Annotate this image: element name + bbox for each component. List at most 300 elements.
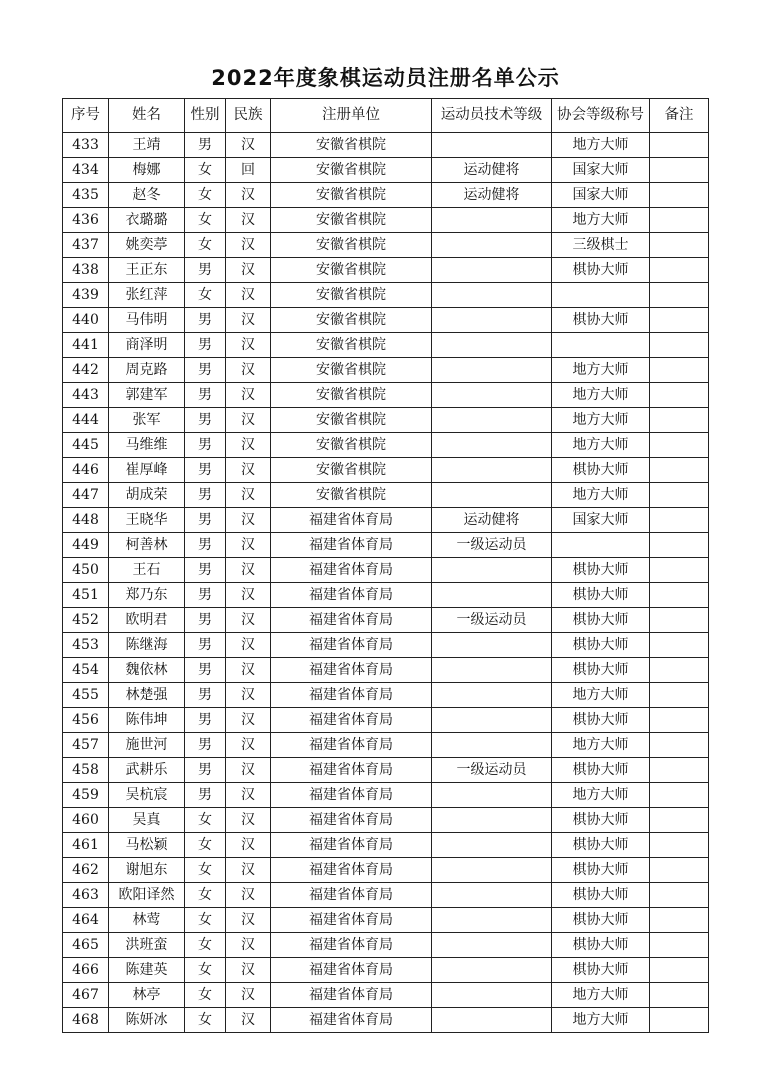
ethnicity-cell: 汉: [226, 383, 271, 408]
gender-cell: 女: [185, 1008, 226, 1033]
unit-cell: 安徽省棋院: [271, 408, 432, 433]
remarks-cell: [650, 308, 709, 333]
index-cell: 466: [63, 958, 109, 983]
association-title-cell: 棋协大师: [552, 608, 650, 633]
table-row: [63, 208, 709, 233]
association-title-cell: 地方大师: [552, 483, 650, 508]
ethnicity-cell: 汉: [226, 458, 271, 483]
table-row: [63, 633, 709, 658]
unit-cell: 安徽省棋院: [271, 158, 432, 183]
gender-cell: 男: [185, 508, 226, 533]
gender-cell: 女: [185, 933, 226, 958]
ethnicity-cell: 汉: [226, 408, 271, 433]
gender-cell: 女: [185, 808, 226, 833]
name-cell: 柯善林: [109, 533, 185, 558]
remarks-cell: [650, 658, 709, 683]
tech-level-cell: [432, 483, 552, 508]
unit-cell: 安徽省棋院: [271, 333, 432, 358]
table-row: [63, 908, 709, 933]
unit-cell: 福建省体育局: [271, 883, 432, 908]
tech-level-cell: [432, 883, 552, 908]
gender-cell: 男: [185, 633, 226, 658]
remarks-cell: [650, 483, 709, 508]
table-row: [63, 483, 709, 508]
ethnicity-cell: 汉: [226, 883, 271, 908]
name-cell: 林楚强: [109, 683, 185, 708]
name-cell: 林莺: [109, 908, 185, 933]
association-title-cell: 棋协大师: [552, 258, 650, 283]
table-row: [63, 683, 709, 708]
index-cell: 442: [63, 358, 109, 383]
unit-cell: 福建省体育局: [271, 533, 432, 558]
index-cell: 465: [63, 933, 109, 958]
unit-cell: 福建省体育局: [271, 708, 432, 733]
unit-cell: 福建省体育局: [271, 683, 432, 708]
table-row: [63, 583, 709, 608]
index-cell: 440: [63, 308, 109, 333]
name-cell: 陈继海: [109, 633, 185, 658]
ethnicity-cell: 汉: [226, 608, 271, 633]
remarks-cell: [650, 208, 709, 233]
index-cell: 438: [63, 258, 109, 283]
name-cell: 王石: [109, 558, 185, 583]
ethnicity-cell: 汉: [226, 958, 271, 983]
association-title-cell: 棋协大师: [552, 833, 650, 858]
tech-level-cell: [432, 633, 552, 658]
remarks-cell: [650, 233, 709, 258]
name-cell: 马伟明: [109, 308, 185, 333]
unit-cell: 福建省体育局: [271, 958, 432, 983]
index-cell: 453: [63, 633, 109, 658]
index-cell: 452: [63, 608, 109, 633]
gender-cell: 男: [185, 658, 226, 683]
association-title-cell: 棋协大师: [552, 583, 650, 608]
remarks-cell: [650, 933, 709, 958]
gender-cell: 女: [185, 958, 226, 983]
ethnicity-cell: 汉: [226, 508, 271, 533]
ethnicity-cell: 汉: [226, 283, 271, 308]
tech-level-cell: [432, 558, 552, 583]
tech-level-cell: [432, 233, 552, 258]
ethnicity-cell: 汉: [226, 433, 271, 458]
association-title-cell: 国家大师: [552, 158, 650, 183]
remarks-cell: [650, 708, 709, 733]
gender-cell: 女: [185, 833, 226, 858]
unit-cell: 福建省体育局: [271, 758, 432, 783]
registration-table: [62, 98, 709, 1033]
table-row: [63, 408, 709, 433]
gender-cell: 女: [185, 883, 226, 908]
ethnicity-cell: 汉: [226, 708, 271, 733]
unit-cell: 安徽省棋院: [271, 133, 432, 158]
index-cell: 434: [63, 158, 109, 183]
remarks-cell: [650, 533, 709, 558]
gender-cell: 女: [185, 908, 226, 933]
gender-cell: 女: [185, 183, 226, 208]
table-header: [63, 99, 709, 133]
table-row: [63, 883, 709, 908]
association-title-cell: 棋协大师: [552, 933, 650, 958]
tech-level-cell: [432, 258, 552, 283]
association-title-cell: 棋协大师: [552, 558, 650, 583]
table-row: [63, 433, 709, 458]
table-row: [63, 258, 709, 283]
index-cell: 433: [63, 133, 109, 158]
remarks-cell: [650, 833, 709, 858]
unit-cell: 福建省体育局: [271, 1008, 432, 1033]
index-cell: 449: [63, 533, 109, 558]
tech-level-cell: [432, 308, 552, 333]
gender-cell: 女: [185, 983, 226, 1008]
ethnicity-cell: 汉: [226, 683, 271, 708]
unit-cell: 福建省体育局: [271, 558, 432, 583]
association-title-cell: 地方大师: [552, 1008, 650, 1033]
index-cell: 461: [63, 833, 109, 858]
gender-cell: 男: [185, 783, 226, 808]
tech-level-cell: [432, 583, 552, 608]
index-cell: 460: [63, 808, 109, 833]
tech-level-cell: [432, 908, 552, 933]
unit-cell: 安徽省棋院: [271, 358, 432, 383]
gender-cell: 男: [185, 433, 226, 458]
association-title-cell: 地方大师: [552, 208, 650, 233]
name-cell: 魏依林: [109, 658, 185, 683]
association-title-cell: 地方大师: [552, 783, 650, 808]
ethnicity-cell: 汉: [226, 758, 271, 783]
ethnicity-cell: 汉: [226, 333, 271, 358]
tech-level-cell: 运动健将: [432, 183, 552, 208]
header-col-tech-level: 运动员技术等级: [432, 99, 552, 133]
index-cell: 436: [63, 208, 109, 233]
index-cell: 437: [63, 233, 109, 258]
remarks-cell: [650, 683, 709, 708]
index-cell: 451: [63, 583, 109, 608]
remarks-cell: [650, 508, 709, 533]
name-cell: 吴杭宸: [109, 783, 185, 808]
document-title: 2022年度象棋运动员注册名单公示: [211, 66, 560, 90]
tech-level-cell: [432, 933, 552, 958]
tech-level-cell: [432, 658, 552, 683]
name-cell: 梅娜: [109, 158, 185, 183]
index-cell: 464: [63, 908, 109, 933]
association-title-cell: 棋协大师: [552, 658, 650, 683]
unit-cell: 福建省体育局: [271, 908, 432, 933]
ethnicity-cell: 汉: [226, 933, 271, 958]
unit-cell: 福建省体育局: [271, 583, 432, 608]
gender-cell: 男: [185, 758, 226, 783]
tech-level-cell: [432, 133, 552, 158]
unit-cell: 福建省体育局: [271, 783, 432, 808]
remarks-cell: [650, 183, 709, 208]
name-cell: 胡成荣: [109, 483, 185, 508]
table-row: [63, 658, 709, 683]
gender-cell: 男: [185, 408, 226, 433]
remarks-cell: [650, 958, 709, 983]
tech-level-cell: [432, 858, 552, 883]
table-row: [63, 533, 709, 558]
name-cell: 郭建军: [109, 383, 185, 408]
name-cell: 欧明君: [109, 608, 185, 633]
table-row: [63, 858, 709, 883]
unit-cell: 福建省体育局: [271, 733, 432, 758]
name-cell: 林亭: [109, 983, 185, 1008]
index-cell: 444: [63, 408, 109, 433]
header-col-name: 姓名: [109, 99, 185, 133]
ethnicity-cell: 汉: [226, 908, 271, 933]
tech-level-cell: [432, 808, 552, 833]
name-cell: 王靖: [109, 133, 185, 158]
name-cell: 施世河: [109, 733, 185, 758]
name-cell: 王正东: [109, 258, 185, 283]
name-cell: 洪班蛮: [109, 933, 185, 958]
header-col-remarks: 备注: [650, 99, 709, 133]
gender-cell: 男: [185, 133, 226, 158]
ethnicity-cell: 汉: [226, 183, 271, 208]
index-cell: 450: [63, 558, 109, 583]
ethnicity-cell: 汉: [226, 783, 271, 808]
remarks-cell: [650, 283, 709, 308]
remarks-cell: [650, 133, 709, 158]
gender-cell: 男: [185, 333, 226, 358]
association-title-cell: 棋协大师: [552, 458, 650, 483]
name-cell: 张红萍: [109, 283, 185, 308]
table-row: [63, 1008, 709, 1033]
unit-cell: 福建省体育局: [271, 983, 432, 1008]
table-row: [63, 183, 709, 208]
ethnicity-cell: 汉: [226, 233, 271, 258]
unit-cell: 福建省体育局: [271, 658, 432, 683]
association-title-cell: 地方大师: [552, 433, 650, 458]
gender-cell: 女: [185, 858, 226, 883]
tech-level-cell: 运动健将: [432, 508, 552, 533]
index-cell: 435: [63, 183, 109, 208]
tech-level-cell: [432, 708, 552, 733]
index-cell: 447: [63, 483, 109, 508]
table-row: [63, 933, 709, 958]
tech-level-cell: 一级运动员: [432, 758, 552, 783]
table-row: [63, 133, 709, 158]
gender-cell: 男: [185, 258, 226, 283]
ethnicity-cell: 汉: [226, 858, 271, 883]
remarks-cell: [650, 758, 709, 783]
association-title-cell: 地方大师: [552, 383, 650, 408]
table-body: [63, 133, 709, 1033]
index-cell: 448: [63, 508, 109, 533]
name-cell: 马松颖: [109, 833, 185, 858]
index-cell: 441: [63, 333, 109, 358]
ethnicity-cell: 汉: [226, 208, 271, 233]
index-cell: 446: [63, 458, 109, 483]
remarks-cell: [650, 983, 709, 1008]
unit-cell: 安徽省棋院: [271, 183, 432, 208]
gender-cell: 女: [185, 233, 226, 258]
association-title-cell: 三级棋士: [552, 233, 650, 258]
association-title-cell: 棋协大师: [552, 958, 650, 983]
table-row: [63, 958, 709, 983]
gender-cell: 男: [185, 733, 226, 758]
header-col-ethnicity: 民族: [226, 99, 271, 133]
remarks-cell: [650, 908, 709, 933]
index-cell: 458: [63, 758, 109, 783]
remarks-cell: [650, 608, 709, 633]
association-title-cell: 国家大师: [552, 508, 650, 533]
gender-cell: 男: [185, 308, 226, 333]
index-cell: 443: [63, 383, 109, 408]
name-cell: 姚奕葶: [109, 233, 185, 258]
index-cell: 445: [63, 433, 109, 458]
association-title-cell: 地方大师: [552, 358, 650, 383]
remarks-cell: [650, 408, 709, 433]
ethnicity-cell: 汉: [226, 733, 271, 758]
gender-cell: 男: [185, 558, 226, 583]
ethnicity-cell: 汉: [226, 1008, 271, 1033]
remarks-cell: [650, 633, 709, 658]
name-cell: 张军: [109, 408, 185, 433]
ethnicity-cell: 汉: [226, 308, 271, 333]
table-row: [63, 983, 709, 1008]
gender-cell: 女: [185, 208, 226, 233]
name-cell: 欧阳译然: [109, 883, 185, 908]
index-cell: 463: [63, 883, 109, 908]
gender-cell: 男: [185, 608, 226, 633]
header-col-index: 序号: [63, 99, 109, 133]
table-row: [63, 708, 709, 733]
association-title-cell: 棋协大师: [552, 883, 650, 908]
header-col-gender: 性别: [185, 99, 226, 133]
table-row: [63, 558, 709, 583]
unit-cell: 安徽省棋院: [271, 258, 432, 283]
unit-cell: 安徽省棋院: [271, 383, 432, 408]
ethnicity-cell: 汉: [226, 583, 271, 608]
remarks-cell: [650, 1008, 709, 1033]
unit-cell: 福建省体育局: [271, 808, 432, 833]
name-cell: 周克路: [109, 358, 185, 383]
index-cell: 462: [63, 858, 109, 883]
unit-cell: 安徽省棋院: [271, 283, 432, 308]
table-row: [63, 333, 709, 358]
table-row: [63, 608, 709, 633]
association-title-cell: 地方大师: [552, 133, 650, 158]
unit-cell: 安徽省棋院: [271, 233, 432, 258]
table-row: [63, 358, 709, 383]
table-row: [63, 758, 709, 783]
unit-cell: 福建省体育局: [271, 858, 432, 883]
association-title-cell: 棋协大师: [552, 633, 650, 658]
remarks-cell: [650, 158, 709, 183]
association-title-cell: [552, 533, 650, 558]
unit-cell: 福建省体育局: [271, 508, 432, 533]
table-row: [63, 308, 709, 333]
ethnicity-cell: 汉: [226, 133, 271, 158]
ethnicity-cell: 汉: [226, 633, 271, 658]
unit-cell: 安徽省棋院: [271, 308, 432, 333]
header-row: [63, 99, 709, 133]
ethnicity-cell: 汉: [226, 558, 271, 583]
gender-cell: 女: [185, 283, 226, 308]
association-title-cell: 棋协大师: [552, 758, 650, 783]
tech-level-cell: [432, 1008, 552, 1033]
header-col-association-title: 协会等级称号: [552, 99, 650, 133]
table-row: [63, 158, 709, 183]
gender-cell: 男: [185, 383, 226, 408]
tech-level-cell: [432, 358, 552, 383]
table-row: [63, 833, 709, 858]
unit-cell: 安徽省棋院: [271, 433, 432, 458]
ethnicity-cell: 汉: [226, 483, 271, 508]
association-title-cell: 棋协大师: [552, 708, 650, 733]
table-row: [63, 283, 709, 308]
name-cell: 陈伟坤: [109, 708, 185, 733]
tech-level-cell: [432, 833, 552, 858]
index-cell: 439: [63, 283, 109, 308]
tech-level-cell: [432, 433, 552, 458]
name-cell: 谢旭东: [109, 858, 185, 883]
gender-cell: 男: [185, 708, 226, 733]
unit-cell: 安徽省棋院: [271, 458, 432, 483]
gender-cell: 男: [185, 458, 226, 483]
remarks-cell: [650, 258, 709, 283]
association-title-cell: 国家大师: [552, 183, 650, 208]
ethnicity-cell: 汉: [226, 658, 271, 683]
gender-cell: 男: [185, 683, 226, 708]
unit-cell: 福建省体育局: [271, 608, 432, 633]
name-cell: 陈建英: [109, 958, 185, 983]
index-cell: 457: [63, 733, 109, 758]
ethnicity-cell: 回: [226, 158, 271, 183]
tech-level-cell: 一级运动员: [432, 608, 552, 633]
index-cell: 454: [63, 658, 109, 683]
unit-cell: 安徽省棋院: [271, 483, 432, 508]
remarks-cell: [650, 783, 709, 808]
ethnicity-cell: 汉: [226, 358, 271, 383]
index-cell: 455: [63, 683, 109, 708]
gender-cell: 男: [185, 533, 226, 558]
association-title-cell: 棋协大师: [552, 858, 650, 883]
gender-cell: 男: [185, 583, 226, 608]
table-row: [63, 508, 709, 533]
name-cell: 衣璐璐: [109, 208, 185, 233]
table-row: [63, 808, 709, 833]
tech-level-cell: [432, 458, 552, 483]
name-cell: 马维维: [109, 433, 185, 458]
table-row: [63, 383, 709, 408]
remarks-cell: [650, 433, 709, 458]
remarks-cell: [650, 883, 709, 908]
tech-level-cell: [432, 958, 552, 983]
remarks-cell: [650, 333, 709, 358]
table-row: [63, 783, 709, 808]
table-row: [63, 733, 709, 758]
name-cell: 郑乃东: [109, 583, 185, 608]
unit-cell: 福建省体育局: [271, 833, 432, 858]
name-cell: 吴真: [109, 808, 185, 833]
table-row: [63, 233, 709, 258]
name-cell: 赵冬: [109, 183, 185, 208]
index-cell: 456: [63, 708, 109, 733]
tech-level-cell: 运动健将: [432, 158, 552, 183]
unit-cell: 福建省体育局: [271, 633, 432, 658]
tech-level-cell: [432, 783, 552, 808]
remarks-cell: [650, 558, 709, 583]
tech-level-cell: 一级运动员: [432, 533, 552, 558]
ethnicity-cell: 汉: [226, 533, 271, 558]
unit-cell: 福建省体育局: [271, 933, 432, 958]
association-title-cell: 地方大师: [552, 683, 650, 708]
ethnicity-cell: 汉: [226, 258, 271, 283]
remarks-cell: [650, 358, 709, 383]
tech-level-cell: [432, 383, 552, 408]
tech-level-cell: [432, 983, 552, 1008]
